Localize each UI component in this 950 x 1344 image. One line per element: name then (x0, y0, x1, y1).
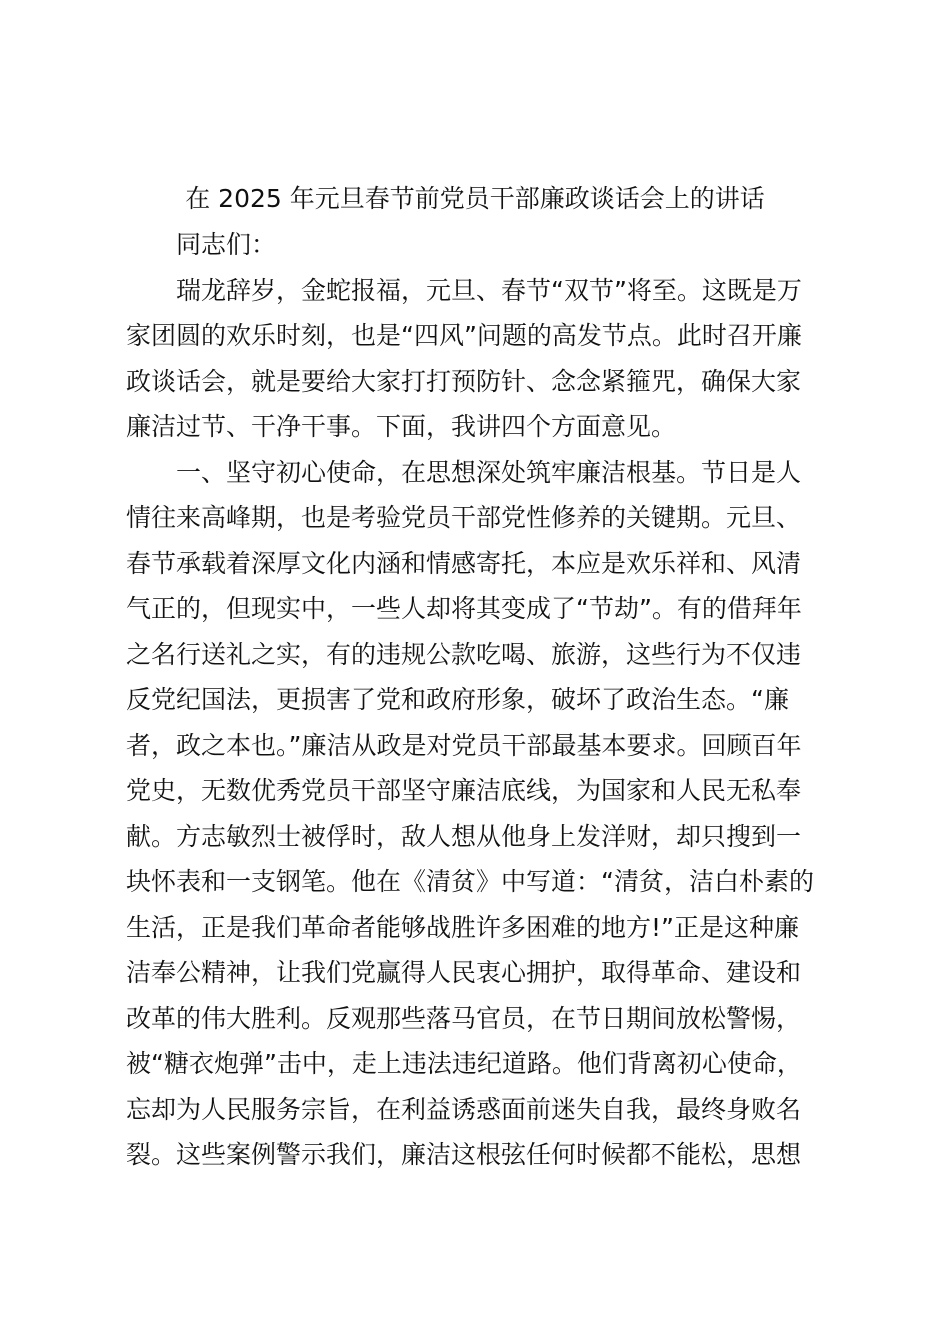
text-line: 之名行送礼之实，有的违规公款吃喝、旅游，这些行为不仅违 (126, 639, 802, 669)
text-line: 一、坚守初心使命，在思想深处筑牢廉洁根基。节日是人 (126, 457, 802, 487)
text-line: 忘却为人民服务宗旨，在利益诱惑面前迷失自我，最终身败名 (126, 1094, 802, 1124)
text-line: 政谈话会，就是要给大家打打预防针、念念紧箍咒，确保大家 (126, 366, 802, 396)
document-body (126, 222, 836, 1178)
text-line: 献。方志敏烈士被俘时，敌人想从他身上发洋财，却只搜到一 (126, 821, 802, 851)
text-line: 反党纪国法，更损害了党和政府形象，破坏了政治生态。“廉 (126, 685, 789, 714)
text-line: 者，政之本也。”廉洁从政是对党员干部最基本要求。回顾百年 (126, 730, 802, 760)
text-line: 改革的伟大胜利。反观那些落马官员，在节日期间放松警惕， (126, 1003, 802, 1033)
text-line: 党史，无数优秀党员干部坚守廉洁底线，为国家和人民无私奉 (126, 776, 802, 805)
document-title: 在 2025 年元旦春节前党员干部廉政谈话会上的讲话 (185, 184, 765, 213)
text-line: 情往来高峰期，也是考验党员干部党性修养的关键期。元旦、 (126, 503, 802, 532)
text-line: 家团圆的欢乐时刻，也是“四风”问题的高发节点。此时召开廉 (126, 321, 802, 350)
text-line: 同志们： (126, 230, 277, 259)
text-line: 春节承载着深厚文化内涵和情感寄托，本应是欢乐祥和、风清 (126, 548, 802, 578)
text-line: 洁奉公精神，让我们党赢得人民衷心拥护，取得革命、建设和 (126, 958, 802, 987)
text-line: 裂。这些案例警示我们，廉洁这根弦任何时候都不能松，思想 (126, 1140, 802, 1169)
text-line: 廉洁过节、干净干事。下面，我讲四个方面意见。 (126, 412, 677, 441)
text-line: 块怀表和一支钢笔。他在《清贫》中写道：“清贫，洁白朴素的 (126, 867, 814, 896)
text-line: 气正的，但现实中，一些人却将其变成了“节劫”。有的借拜年 (126, 594, 802, 623)
text-line: 生活，正是我们革命者能够战胜许多困难的地方!”正是这种廉 (126, 912, 799, 942)
text-line: 瑞龙辞岁，金蛇报福，元旦、春节“双节”将至。这既是万 (126, 275, 802, 305)
text-line: 被“糖衣炮弹”击中，走上违法违纪道路。他们背离初心使命， (126, 1049, 802, 1078)
